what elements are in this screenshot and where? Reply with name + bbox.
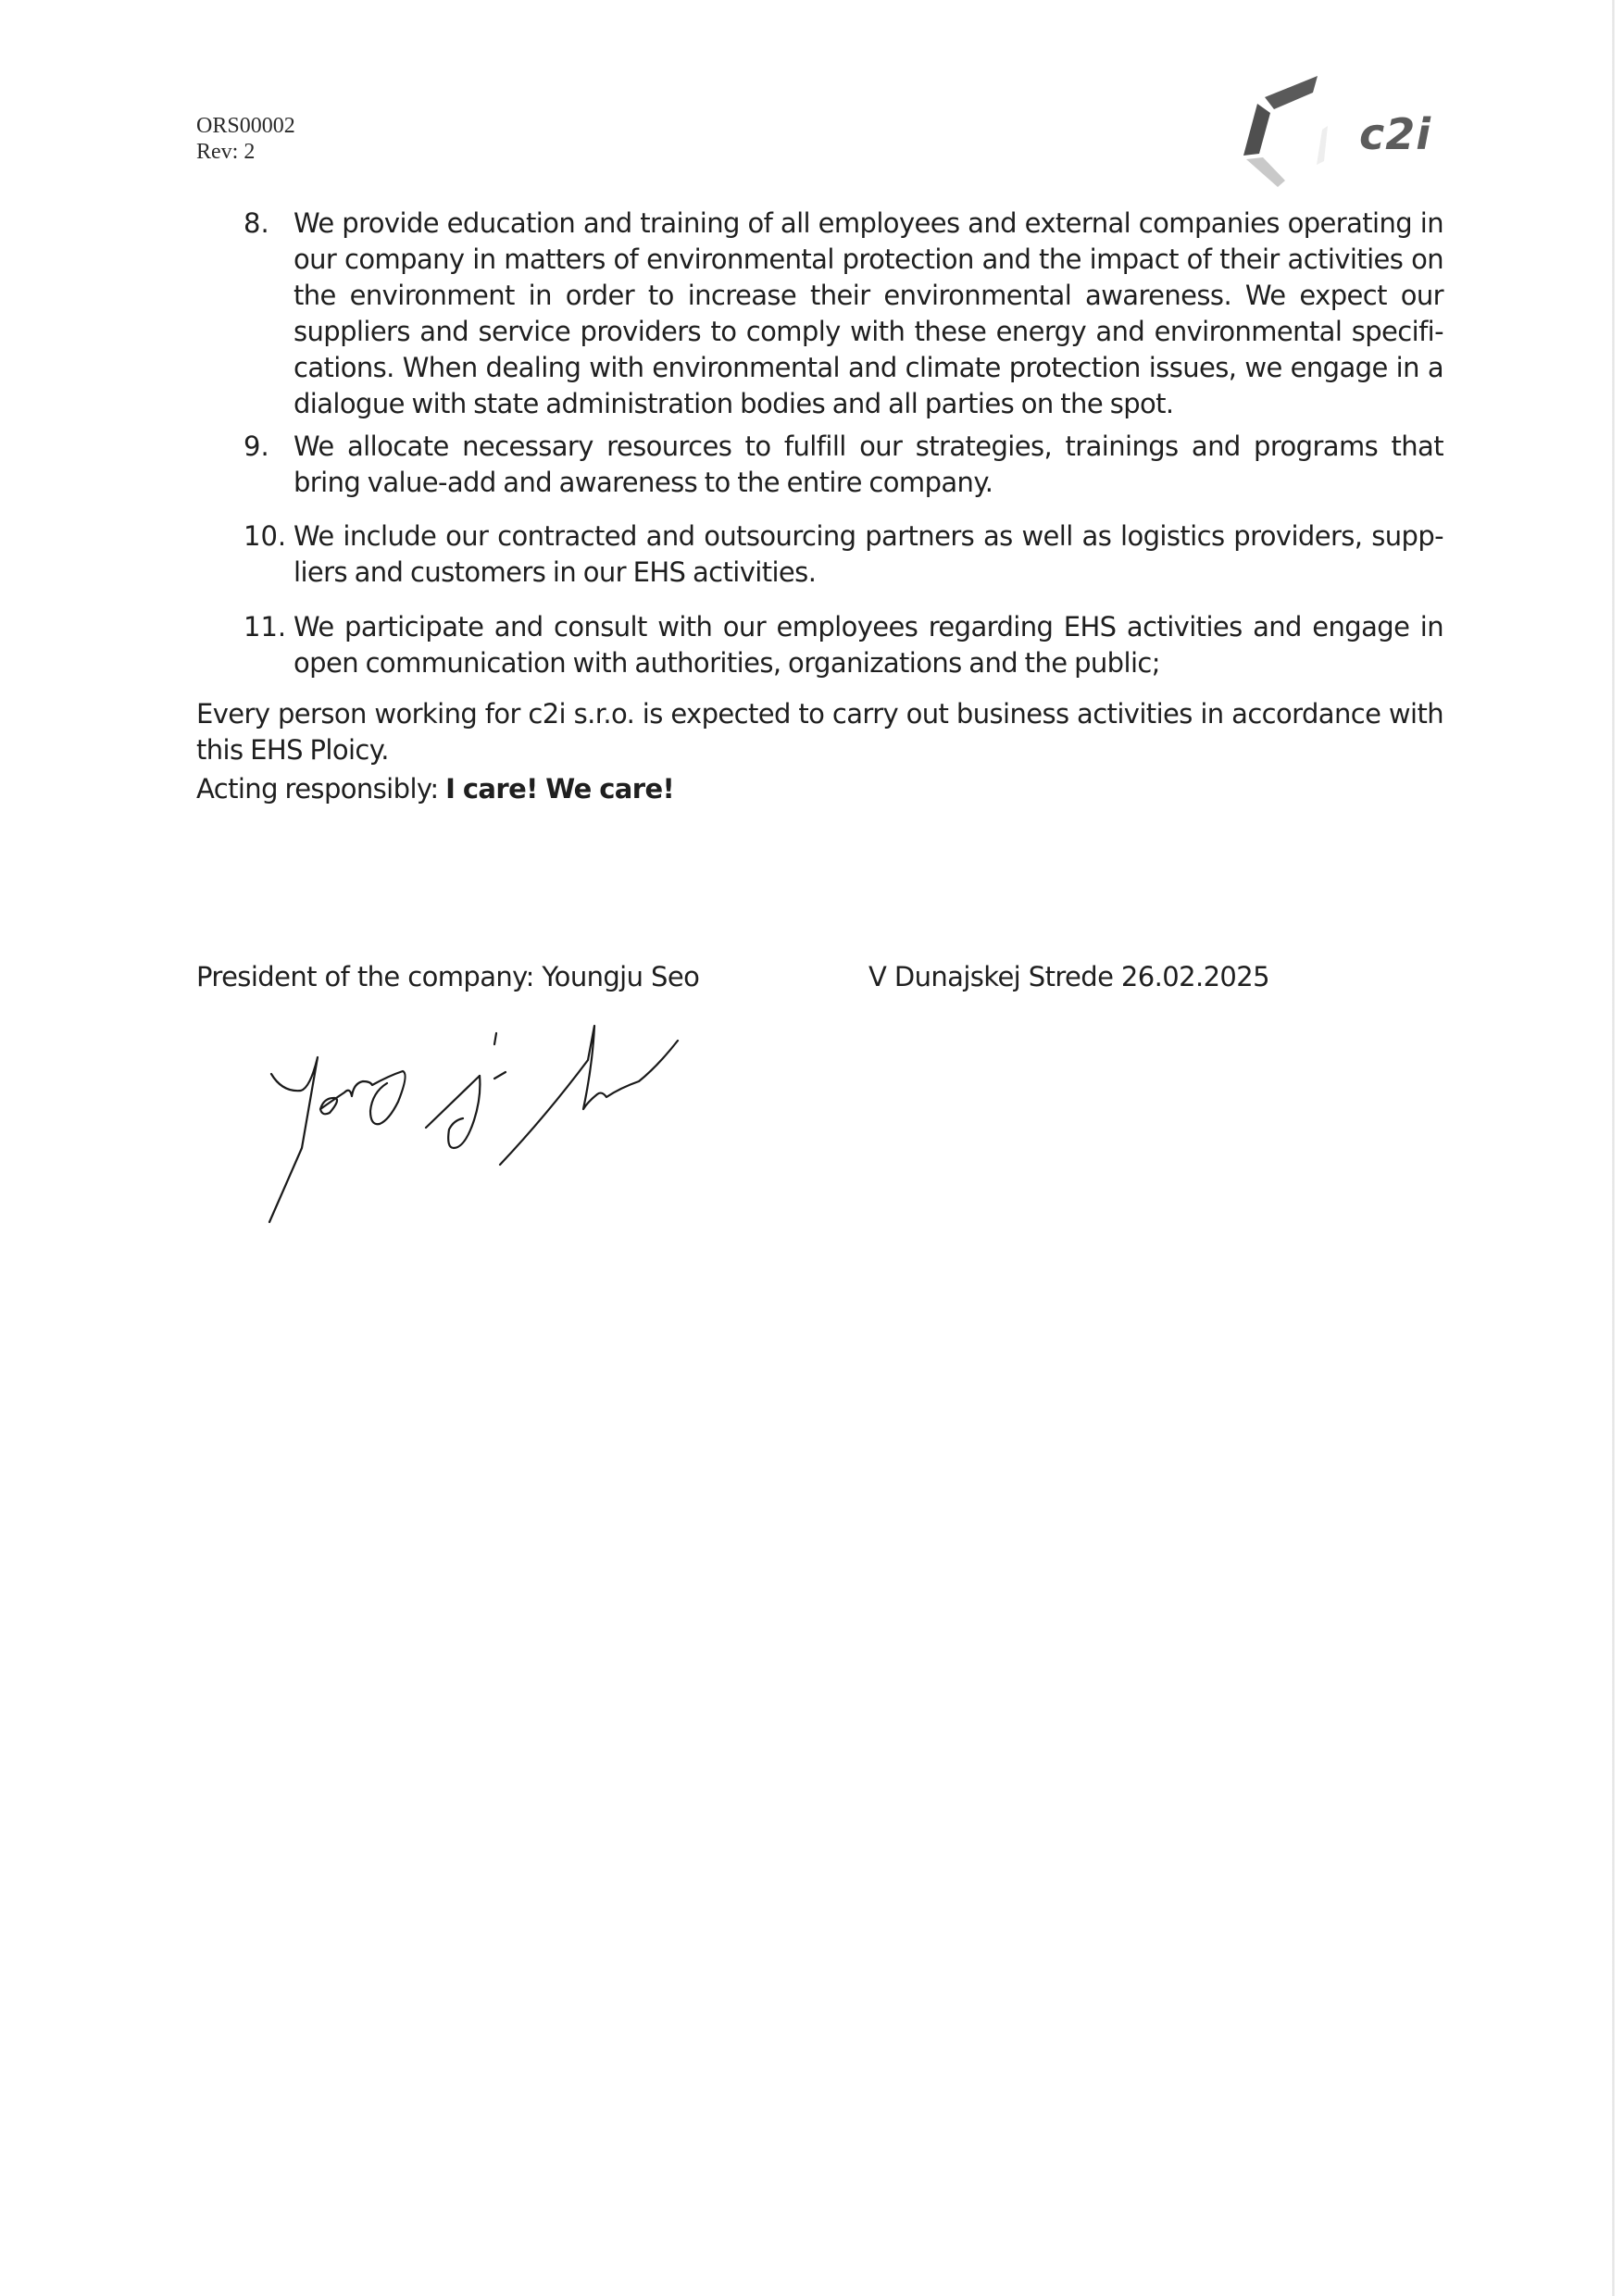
closing-statement: Every person working for c2i s.r.o. is expected to carry out business activities in accordance with this EHS Ploicy. xyxy=(196,698,1443,766)
motto-line xyxy=(196,771,1443,807)
place-date: V Dunajskej Strede 26.02.2025 xyxy=(868,961,1269,992)
scan-edge-line xyxy=(1612,0,1615,2296)
item-text: We allocate necessary resources to fulfill our strategies, trainings and programs that bring value-add and awareness to the entire company. xyxy=(294,430,1443,498)
logo-mark-icon xyxy=(1220,65,1359,194)
policy-item-10 xyxy=(244,518,1443,591)
president-label: President of the company: Youngju Seo xyxy=(196,961,700,992)
policy-item-8 xyxy=(244,206,1443,422)
policy-item-9 xyxy=(244,429,1443,501)
closing-paragraph xyxy=(196,696,1443,807)
policy-item-11 xyxy=(244,609,1443,681)
item-text: We include our contracted and outsourcing partners as well as logistics providers, supp-liers and customers in our EHS activities. xyxy=(294,520,1443,588)
item-number: 8. xyxy=(244,207,269,239)
motto: I care! We care! xyxy=(445,773,675,805)
item-number: 10. xyxy=(244,520,287,552)
motto-label: Acting responsibly: xyxy=(196,773,446,805)
item-text: We provide education and training of all employees and external companies operating in our company in matters of environmental protection and the impact of their activities on the environment in order to increase their environmental awareness. We expect our suppliers and service providers to comply with these energy and environmental specifi-cations. When dealing with environmental and climate protection issues, we engage in a dialogue with state administration bodies and all parties on the spot. xyxy=(294,207,1443,419)
handwritten-signature xyxy=(231,1009,713,1241)
logo-text: c2i xyxy=(1359,109,1432,159)
signature-icon xyxy=(231,1009,713,1241)
company-logo xyxy=(1220,65,1452,194)
document-code: ORS00002 xyxy=(196,114,295,138)
item-number: 11. xyxy=(244,611,287,643)
document-header xyxy=(196,113,295,165)
item-number: 9. xyxy=(244,430,269,462)
item-text: We participate and consult with our employees regarding EHS activities and engage in open communication with authorities, organizations and the public; xyxy=(294,611,1443,679)
document-revision: Rev: 2 xyxy=(196,140,256,164)
